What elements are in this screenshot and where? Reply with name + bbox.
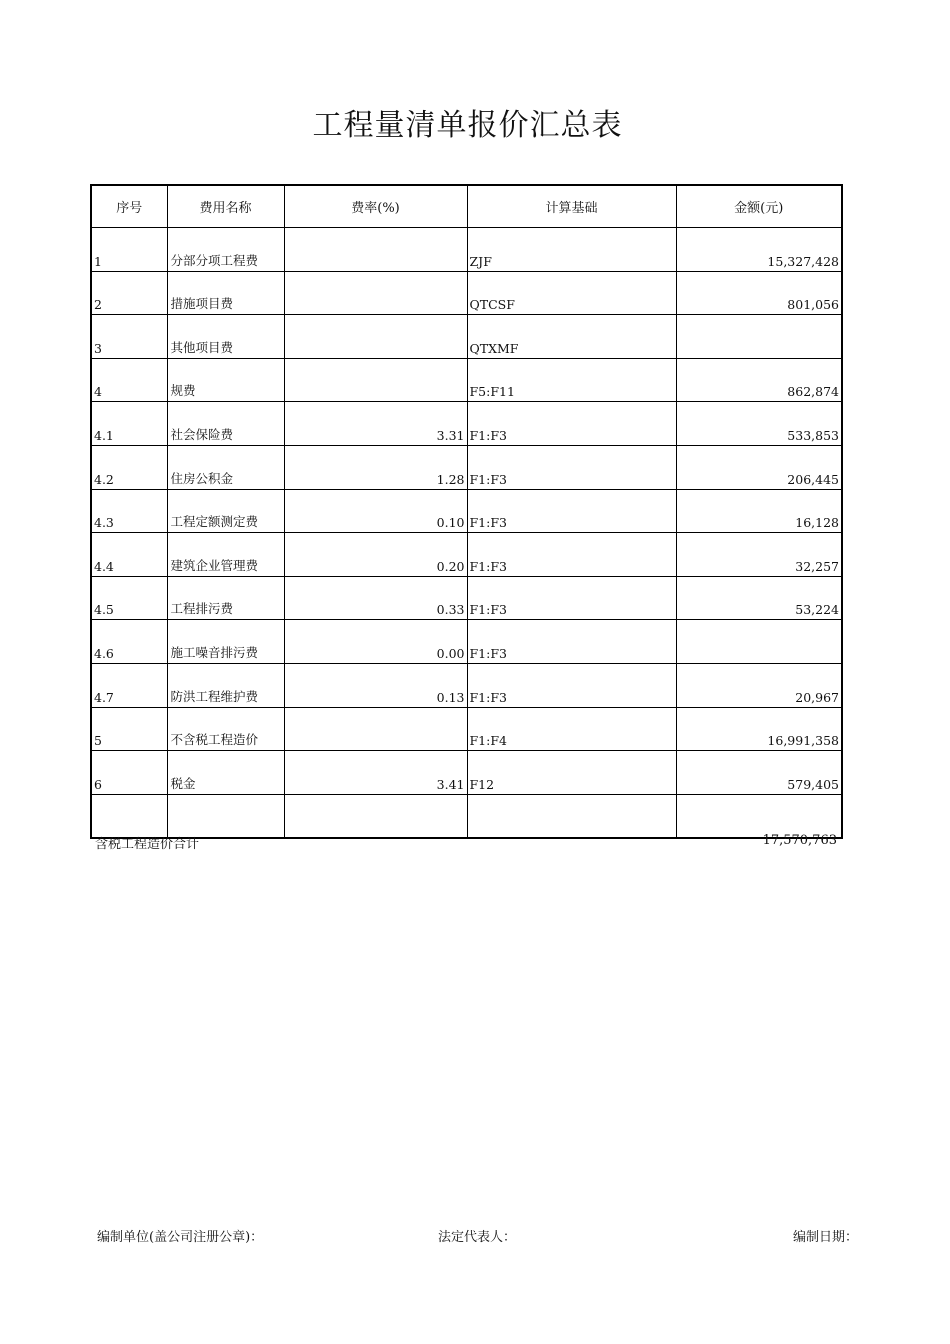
cell-amount: 579,405 [676,751,842,795]
cell-name: 住房公积金 [167,445,284,489]
table-row [91,315,842,359]
cell-name: 社会保险费 [167,402,284,446]
table-row [91,489,842,533]
cell-rate [284,228,467,272]
cell-base: QTCSF [467,271,676,315]
cell-base [467,794,676,838]
cell-base: QTXMF [467,315,676,359]
cell-base: F5:F11 [467,358,676,402]
table-row [91,228,842,272]
cell-rate: 3.31 [284,402,467,446]
table-row [91,663,842,707]
table-header-row [91,185,842,228]
table-row [91,445,842,489]
table-row [91,533,842,577]
cell-base: F1:F3 [467,533,676,577]
cell-rate [284,358,467,402]
cell-amount: 32,257 [676,533,842,577]
cell-name: 措施项目费 [167,271,284,315]
cell-no: 4 [91,358,167,402]
cell-rate: 0.13 [284,663,467,707]
cell-rate [284,794,467,838]
cell-name: 其他项目费 [167,315,284,359]
table-row [91,576,842,620]
table-row [91,794,842,838]
cell-no: 4.5 [91,576,167,620]
total-label: 含税工程造价合计 [95,837,200,852]
cell-no: 1 [91,228,167,272]
header-base: 计算基础 [467,185,676,228]
cell-no: 5 [91,707,167,751]
cell-amount: 20,967 [676,663,842,707]
table-row [91,751,842,795]
document-title: 工程量清单报价汇总表 [312,108,623,143]
table-row [91,271,842,315]
cell-amount [676,620,842,664]
cell-name: 不含税工程造价 [167,707,284,751]
header-rate: 费率(%) [284,185,467,228]
cell-name [167,794,284,838]
cell-no: 6 [91,751,167,795]
cell-base: F1:F3 [467,445,676,489]
cell-rate: 0.00 [284,620,467,664]
cell-base: F1:F3 [467,620,676,664]
header-amount: 金额(元) [676,185,842,228]
cell-rate [284,707,467,751]
cell-no: 4.2 [91,445,167,489]
summary-table [90,184,843,839]
cell-no: 3 [91,315,167,359]
cell-rate: 3.41 [284,751,467,795]
cell-base: ZJF [467,228,676,272]
table-row [91,707,842,751]
cell-amount: 533,853 [676,402,842,446]
cell-no: 4.6 [91,620,167,664]
cell-amount [676,794,842,838]
cell-amount [676,315,842,359]
table-row [91,620,842,664]
table-row [91,358,842,402]
footer-compile-date: 编制日期： [793,1230,859,1245]
header-no: 序号 [91,185,167,228]
cell-rate [284,315,467,359]
cell-rate: 0.10 [284,489,467,533]
table-row [91,402,842,446]
cell-name: 税金 [167,751,284,795]
cell-rate [284,271,467,315]
cell-no: 4.3 [91,489,167,533]
cell-name: 规费 [167,358,284,402]
cell-no: 2 [91,271,167,315]
cell-amount: 801,056 [676,271,842,315]
cell-rate: 0.33 [284,576,467,620]
cell-amount: 206,445 [676,445,842,489]
cell-name: 工程定额测定费 [167,489,284,533]
cell-rate: 1.28 [284,445,467,489]
footer-compiling-unit: 编制单位(盖公司注册公章)： [97,1230,264,1245]
footer-legal-representative: 法定代表人： [438,1230,517,1245]
cell-name: 建筑企业管理费 [167,533,284,577]
cell-base: F12 [467,751,676,795]
cell-amount: 53,224 [676,576,842,620]
cell-name: 防洪工程维护费 [167,663,284,707]
cell-amount: 16,991,358 [676,707,842,751]
cell-base: F1:F3 [467,489,676,533]
cell-no: 4.4 [91,533,167,577]
header-name: 费用名称 [167,185,284,228]
cell-name: 分部分项工程费 [167,228,284,272]
cell-amount: 16,128 [676,489,842,533]
cell-rate: 0.20 [284,533,467,577]
cell-amount: 15,327,428 [676,228,842,272]
cell-name: 施工噪音排污费 [167,620,284,664]
cell-no [91,794,167,838]
cell-name: 工程排污费 [167,576,284,620]
cell-no: 4.7 [91,663,167,707]
cell-base: F1:F4 [467,707,676,751]
cell-base: F1:F3 [467,663,676,707]
cell-base: F1:F3 [467,576,676,620]
cell-no: 4.1 [91,402,167,446]
cell-amount: 862,874 [676,358,842,402]
cell-base: F1:F3 [467,402,676,446]
total-value: 17,570,763 [762,833,837,848]
